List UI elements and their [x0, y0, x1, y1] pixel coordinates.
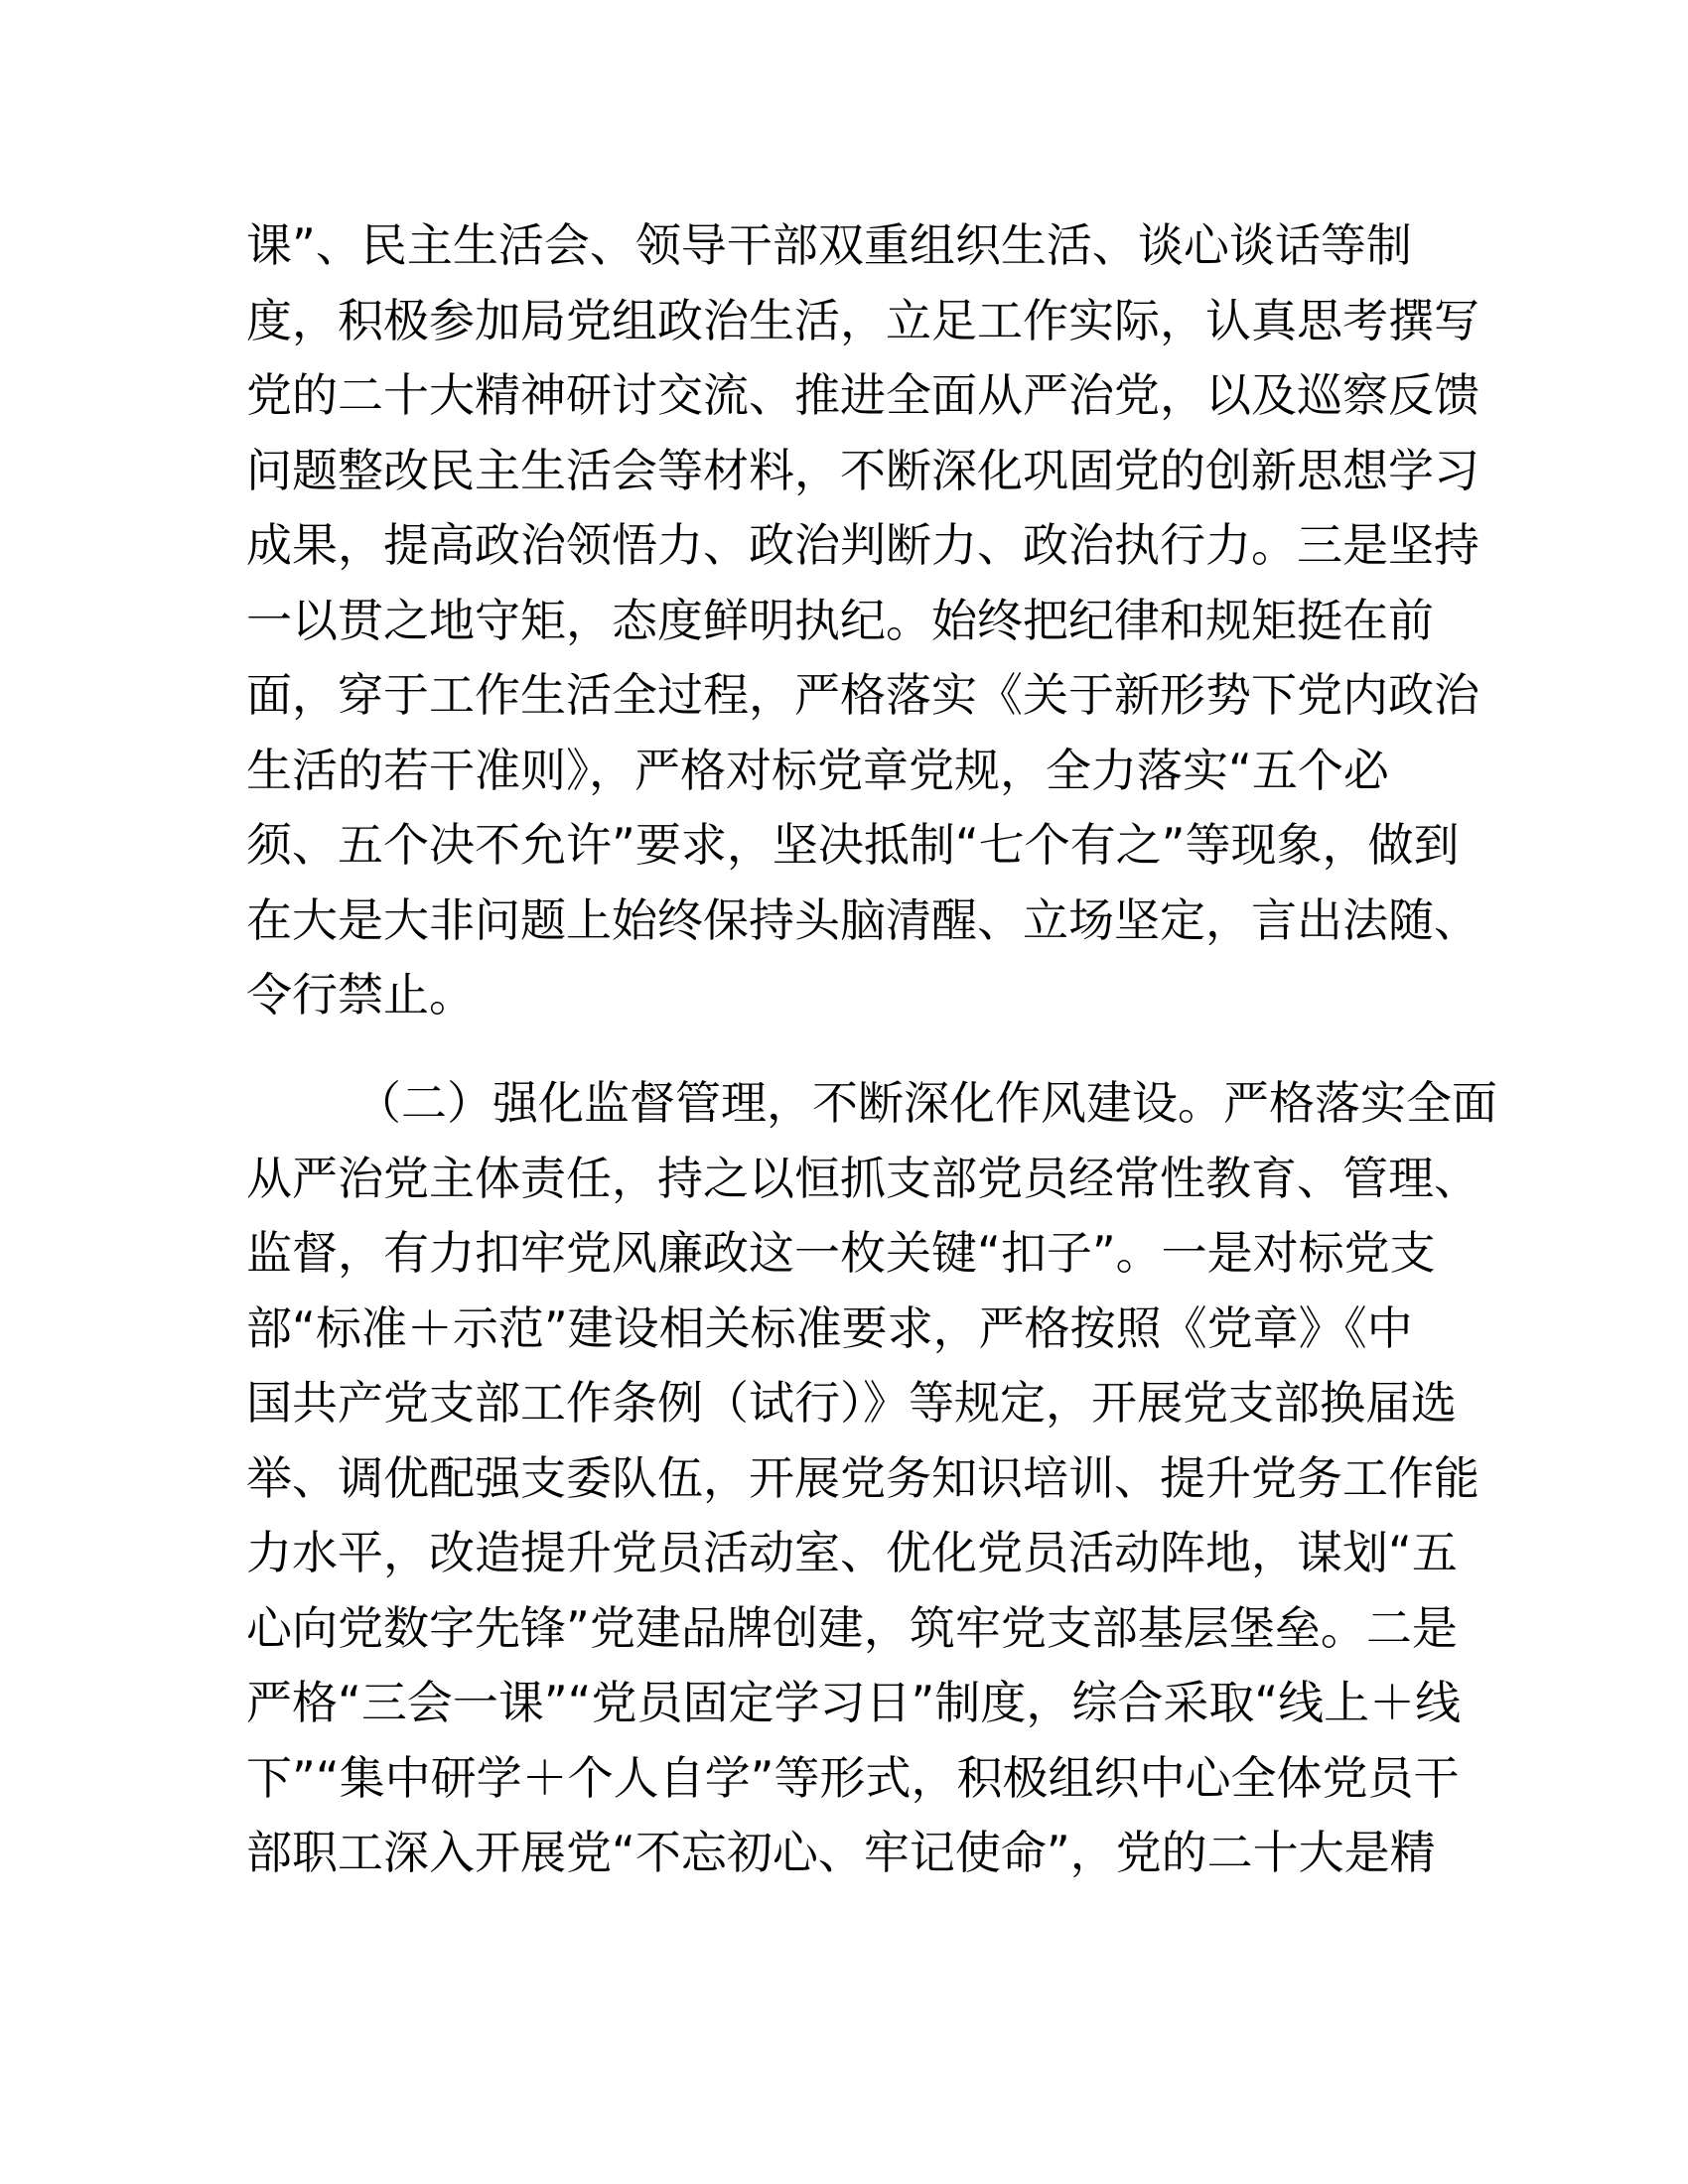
- text-line: 度，积极参加局党组政治生活，立足工作实际，认真思考撰写: [246, 293, 1479, 347]
- text-line: 在大是大非问题上始终保持头脑清醒、立场坚定，言出法随、: [246, 892, 1479, 947]
- text-line: 面，穿于工作生活全过程，严格落实《关于新形势下党内政治: [246, 668, 1479, 722]
- text-line: 生活的若干准则》，严格对标党章党规，全力落实“五个必: [246, 743, 1389, 797]
- text-line: 成果，提高政治领悟力、政治判断力、政治执行力。三是坚持: [246, 518, 1479, 572]
- text-line: 课”、民主生活会、领导干部双重组织生活、谈心谈话等制: [246, 218, 1412, 272]
- section-heading-line: （二）强化监督管理，不断深化作风建设。严格落实全面: [355, 1076, 1497, 1130]
- text-line: 举、调优配强支委队伍，开展党务知识培训、提升党务工作能: [246, 1450, 1479, 1505]
- text-line: 部职工深入开展党“不忘初心、牢记使命”，党的二十大是精: [246, 1826, 1436, 1879]
- paragraph-supervision: [246, 1066, 1497, 1891]
- text-line: 心向党数字先锋”党建品牌创建，筑牢党支部基层堡垒。二是: [246, 1600, 1458, 1655]
- text-line: 部“标准＋示范”建设相关标准要求，严格按照《党章》《中: [246, 1300, 1413, 1355]
- text-line: 党的二十大精神研讨交流、推进全面从严治党，以及巡察反馈: [246, 368, 1479, 422]
- text-line: 严格“三会一课”“党员固定学习日”制度，综合采取“线上＋线: [246, 1676, 1462, 1729]
- text-line: 从严治党主体责任，持之以恒抓支部党员经常性教育、管理、: [246, 1151, 1479, 1205]
- text-line: 监督，有力扣牢党风廉政这一枚关键“扣子”。一是对标党支: [246, 1226, 1436, 1280]
- text-line: 须、五个决不允许”要求，坚决抵制“七个有之”等现象，做到: [246, 818, 1460, 872]
- text-line: 令行禁止。: [246, 968, 475, 1022]
- text-line: 问题整改民主生活会等材料，不断深化巩固党的创新思想学习: [246, 443, 1479, 497]
- text-line: 下”“集中研学＋个人自学”等形式，积极组织中心全体党员干: [246, 1750, 1460, 1805]
- paragraph-discipline: [246, 208, 1479, 1033]
- text-line: 国共产党支部工作条例（试行）》等规定，开展党支部换届选: [246, 1376, 1457, 1430]
- text-line: 力水平，改造提升党员活动室、优化党员活动阵地，谋划“五: [246, 1526, 1458, 1579]
- text-line: 一以贯之地守矩，态度鲜明执纪。始终把纪律和规矩挺在前: [246, 593, 1434, 647]
